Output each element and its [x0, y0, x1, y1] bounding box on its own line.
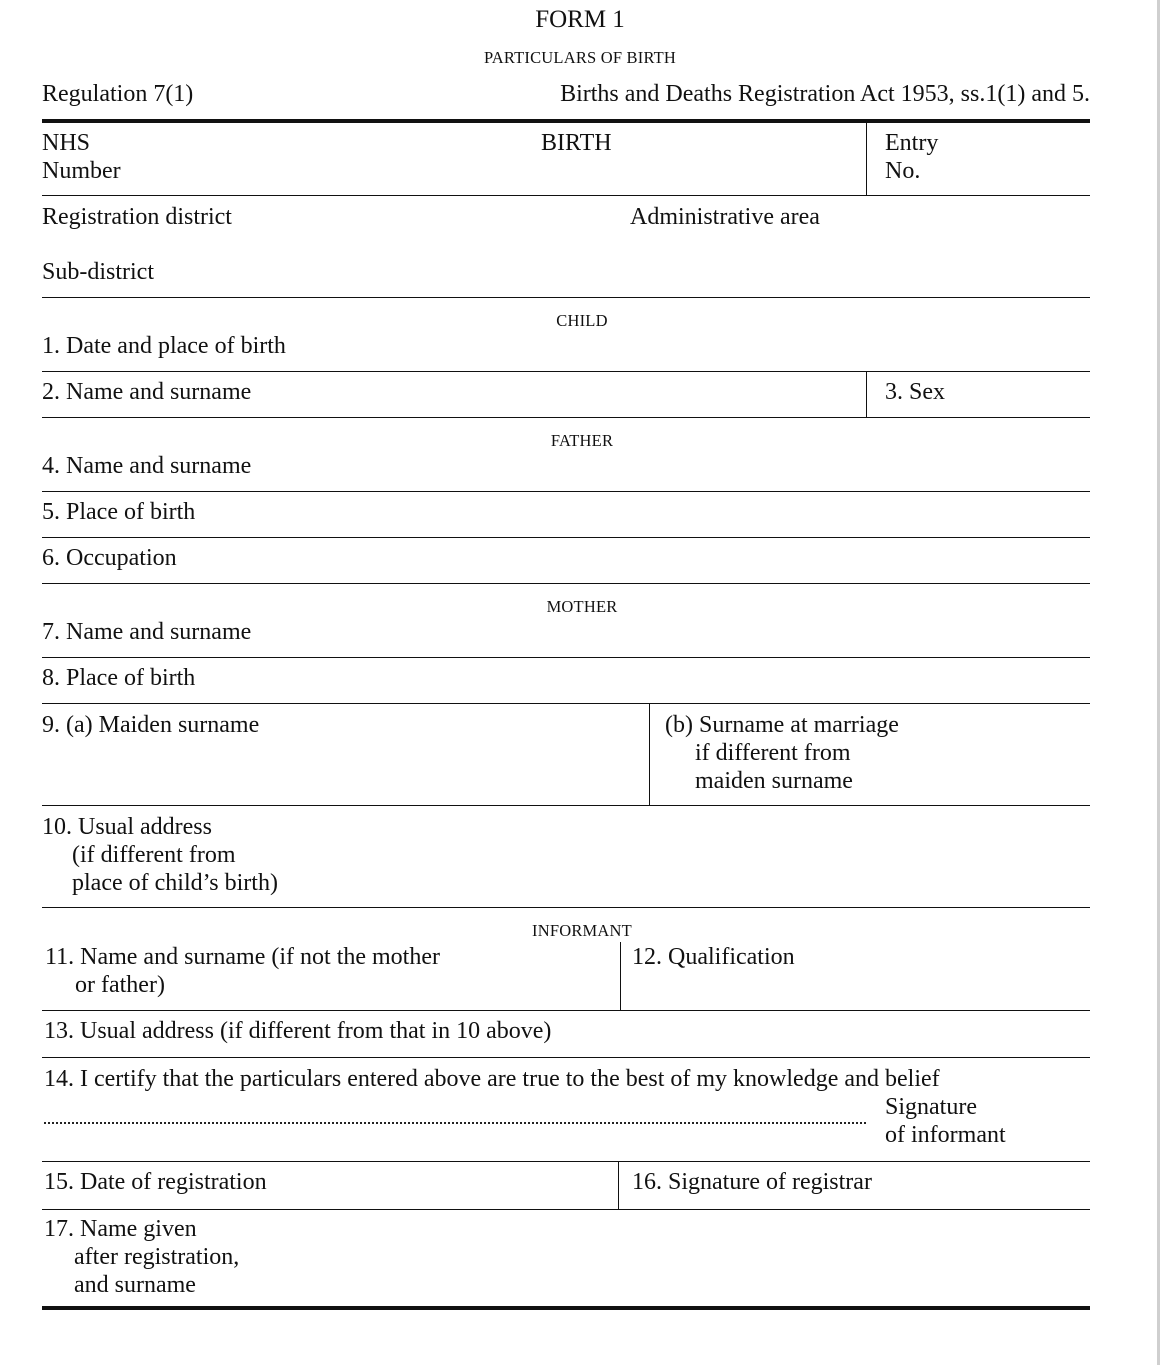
- rule: [42, 805, 1090, 806]
- rule: [42, 491, 1090, 492]
- field-17-name-after-registration[interactable]: 17. Name given after registration, and surname: [44, 1216, 240, 1298]
- field-2-child-name[interactable]: 2. Name and surname: [42, 379, 252, 405]
- registration-district-field[interactable]: Registration district: [42, 204, 232, 230]
- bottom-rule: [42, 1306, 1090, 1310]
- qualification-divider: [620, 942, 621, 1010]
- rule: [42, 657, 1090, 658]
- entry-number-label: Entry No.: [885, 130, 939, 184]
- field-4-father-name[interactable]: 4. Name and surname: [42, 453, 252, 479]
- regulation-label: Regulation 7(1): [42, 81, 194, 107]
- rule: [42, 583, 1090, 584]
- field-9a-maiden-surname[interactable]: 9. (a) Maiden surname: [42, 712, 260, 738]
- field-5-father-place-of-birth[interactable]: 5. Place of birth: [42, 499, 196, 525]
- field-16-registrar-signature[interactable]: 16. Signature of registrar: [632, 1169, 872, 1195]
- field-9b-surname-at-marriage[interactable]: (b) Surname at marriage if different from maiden surname: [665, 712, 899, 794]
- field-7-mother-name[interactable]: 7. Name and surname: [42, 619, 252, 645]
- field-1-date-place-of-birth[interactable]: 1. Date and place of birth: [42, 333, 286, 359]
- sub-district-field[interactable]: Sub-district: [42, 259, 154, 285]
- field-14-certification: 14. I certify that the particulars entered above are true to the best of my knowledge and belief: [44, 1066, 940, 1092]
- rule: [42, 907, 1090, 908]
- registrar-divider: [618, 1162, 619, 1209]
- field-11-informant-name[interactable]: 11. Name and surname (if not the mother or father): [45, 944, 440, 998]
- entry-divider: [866, 121, 867, 195]
- section-child: CHILD: [556, 311, 608, 330]
- section-mother: MOTHER: [546, 597, 618, 616]
- rule: [42, 1161, 1090, 1162]
- section-informant: INFORMANT: [532, 921, 632, 940]
- form-title: FORM 1: [535, 6, 625, 33]
- informant-signature-line[interactable]: [44, 1122, 866, 1124]
- field-3-sex[interactable]: 3. Sex: [885, 379, 945, 405]
- rule: [42, 703, 1090, 704]
- top-rule: [42, 119, 1090, 123]
- surname-divider: [649, 704, 650, 805]
- nhs-number-label: NHS Number: [42, 130, 121, 184]
- field-12-qualification[interactable]: 12. Qualification: [632, 944, 795, 970]
- rule: [42, 371, 1090, 372]
- field-13-informant-address[interactable]: 13. Usual address (if different from that in 10 above): [44, 1018, 552, 1044]
- rule: [42, 1057, 1090, 1058]
- rule: [42, 195, 1090, 196]
- rule: [42, 1010, 1090, 1011]
- sex-divider: [866, 372, 867, 417]
- informant-signature-label: Signature of informant: [885, 1094, 1006, 1148]
- rule: [42, 417, 1090, 418]
- birth-heading: BIRTH: [541, 130, 612, 156]
- field-6-occupation[interactable]: 6. Occupation: [42, 545, 177, 571]
- field-8-mother-place-of-birth[interactable]: 8. Place of birth: [42, 665, 196, 691]
- rule: [42, 1209, 1090, 1210]
- field-10-usual-address[interactable]: 10. Usual address (if different from place of child’s birth): [42, 814, 278, 896]
- act-reference: Births and Deaths Registration Act 1953, ss.1(1) and 5.: [560, 81, 1090, 107]
- administrative-area-field[interactable]: Administrative area: [630, 204, 820, 230]
- rule: [42, 297, 1090, 298]
- rule: [42, 537, 1090, 538]
- field-15-date-of-registration[interactable]: 15. Date of registration: [44, 1169, 267, 1195]
- form-subtitle: PARTICULARS OF BIRTH: [483, 48, 677, 67]
- section-father: FATHER: [550, 431, 614, 450]
